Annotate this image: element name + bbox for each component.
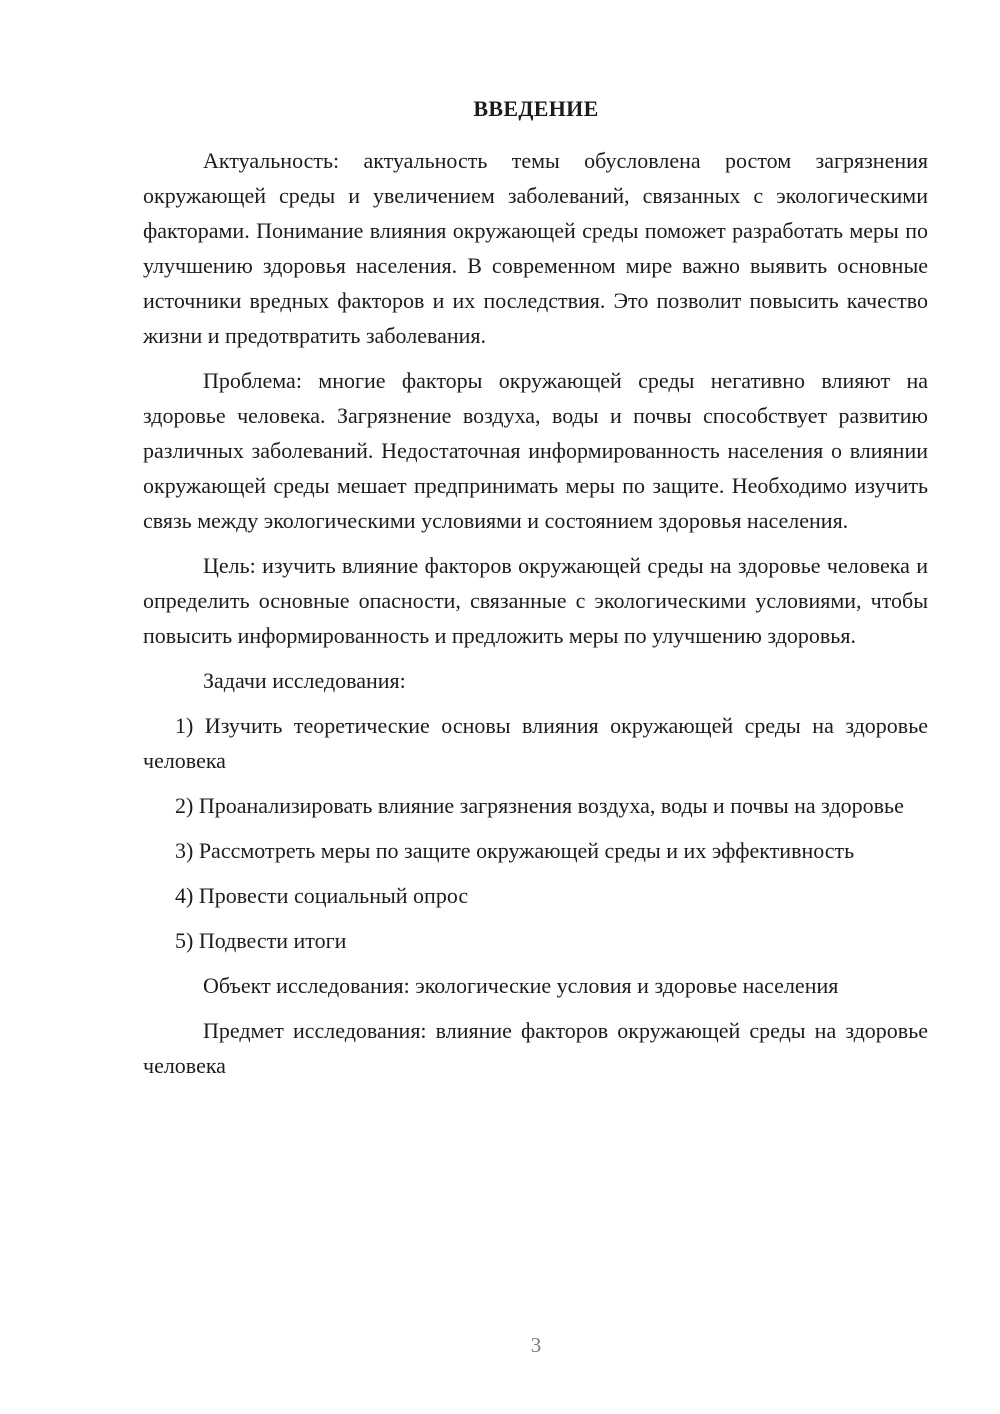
paragraph-object: Объект исследования: экологические условия и здоровье населения [203, 973, 839, 998]
paragraph-goal: Цель: изучить влияние факторов окружающей среды на здоровье человека и определить основные опасности, связанные с экологическими условиями, чтобы повысить информированность и предложить меры по улучшению здоровья. [143, 553, 928, 648]
task-item-5: 5) Подвести итоги [175, 928, 347, 953]
task-item-4: 4) Провести социальный опрос [175, 883, 469, 908]
task-item-3: 3) Рассмотреть меры по защите окружающей среды и их эффективность [175, 838, 855, 863]
page-number: 3 [530, 1333, 542, 1357]
page-title: ВВЕДЕНИЕ [473, 96, 599, 121]
tasks-heading: Задачи исследования: [203, 668, 406, 693]
task-item-1: 1) Изучить теоретические основы влияния окружающей среды на здоровье человека [143, 713, 928, 773]
paragraph-subject: Предмет исследования: влияние факторов окружающей среды на здоровье человека [143, 1018, 928, 1078]
paragraph-relevance: Актуальность: актуальность темы обусловлена ростом загрязнения окружающей среды и увеличением заболеваний, связанных с экологическими факторами. Понимание влияния окружающей среды поможет разработать меры по улучшению здоровья населения. В современном мире важно выявить основные источники вредных факторов и их последствия. Это позволит повысить качество жизни и предотвратить заболевания. [143, 148, 928, 348]
task-item-2: 2) Проанализировать влияние загрязнения воздуха, воды и почвы на здоровье [175, 793, 904, 818]
paragraph-problem: Проблема: многие факторы окружающей среды негативно влияют на здоровье человека. Загрязнение воздуха, воды и почвы способствует развитию различных заболеваний. Недостаточная информированность населения о влиянии окружающей среды мешает предпринимать меры по защите. Необходимо изучить связь между экологическими условиями и состоянием здоровья населения. [143, 368, 928, 533]
document-body [143, 143, 928, 1083]
